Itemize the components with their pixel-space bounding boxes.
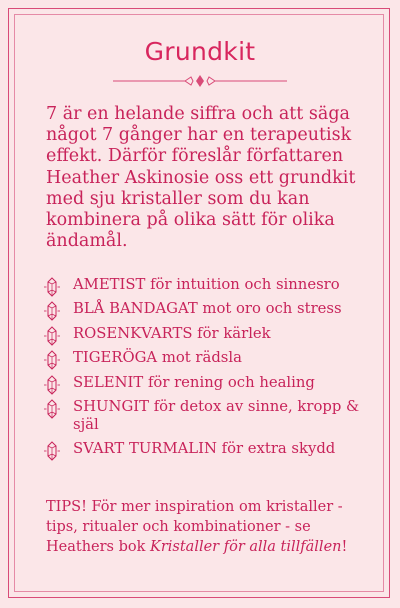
crystal-description: för rening och healing: [143, 373, 315, 391]
list-item: [44, 300, 374, 318]
crystal-icon: [44, 375, 60, 395]
crystal-icon: [44, 301, 60, 321]
crystal-name: SELENIT: [73, 373, 144, 391]
crystal-description: för extra skydd: [216, 440, 336, 458]
crystal-icon: [44, 277, 60, 297]
crystal-description: mot oro och stress: [197, 300, 342, 318]
crystal-list: [44, 276, 374, 465]
tips-paragraph: [46, 497, 376, 558]
list-item: [44, 349, 374, 367]
crystal-icon: [44, 350, 60, 370]
list-item: [44, 325, 374, 343]
crystal-description: för detox av sinne, kropp & själ: [73, 397, 360, 433]
intro-paragraph: 7 är en helande siffra och att säga något 7 gånger har en terapeutisk effekt. Därför föreslår författaren Heather Askinosie oss ett grundkit med sju kristaller som du kan kombinera på olika sätt för olika ändamål.: [46, 104, 356, 252]
crystal-description: mot rädsla: [157, 349, 242, 367]
crystal-name: SVART TURMALIN: [73, 440, 217, 458]
crystal-name: BLÅ BANDAGAT: [73, 300, 198, 318]
list-item: [44, 440, 374, 458]
list-item: [44, 398, 374, 434]
tips-end: !: [341, 539, 348, 556]
crystal-description: för kärlek: [192, 324, 271, 342]
tips-text: TIPS! För mer inspiration om kristaller - tips, ritualer och kombinationer - se Heathers bok: [46, 499, 343, 556]
list-item: [44, 276, 374, 294]
page-title: Grundkit: [144, 37, 256, 66]
book-title: Kristaller för alla tillfällen: [150, 539, 342, 556]
crystal-description: för intuition och sinnesro: [145, 276, 340, 293]
ornament-divider-icon: [113, 72, 287, 90]
crystal-icon: [44, 399, 60, 419]
crystal-name: TIGERÖGA: [73, 349, 158, 367]
list-item: [44, 374, 374, 392]
crystal-icon: [44, 441, 60, 461]
crystal-icon: [44, 326, 60, 346]
crystal-name: AMETIST: [73, 276, 146, 293]
crystal-name: SHUNGIT: [73, 397, 149, 415]
crystal-name: ROSENKVARTS: [73, 324, 193, 342]
